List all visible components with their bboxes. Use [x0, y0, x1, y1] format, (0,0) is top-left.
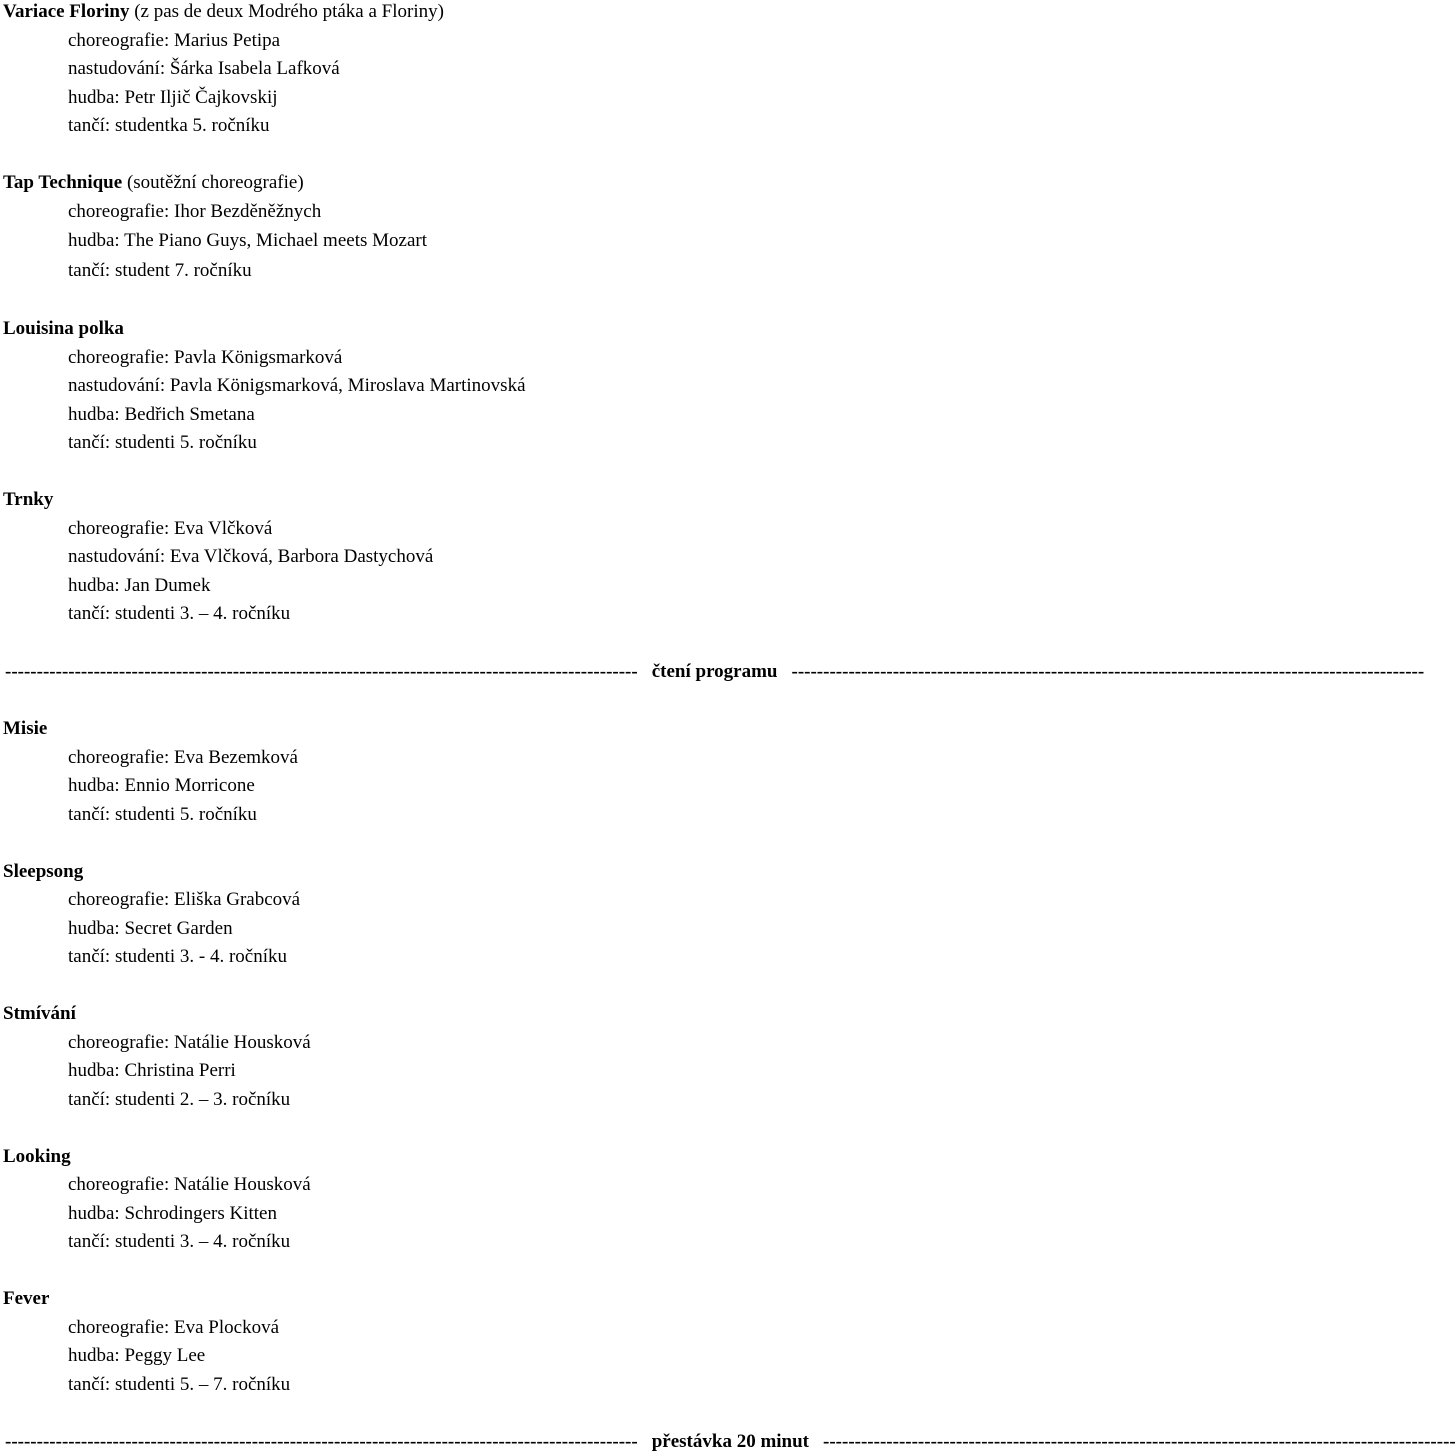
- choreography-line: choreografie: Marius Petipa: [68, 30, 281, 51]
- music-line: hudba: Jan Dumek: [68, 575, 211, 596]
- music-line: hudba: Petr Iljič Čajkovskij: [68, 87, 278, 108]
- item-title: Tap Technique (soutěžní choreografie): [3, 172, 304, 193]
- dancers-line: tančí: studentka 5. ročníku: [68, 115, 270, 136]
- dancers-line: tančí: student 7. ročníku: [68, 260, 252, 281]
- item-title: Sleepsong: [3, 861, 84, 882]
- rehearsal-line: nastudování: Eva Vlčková, Barbora Dastychová: [68, 546, 434, 567]
- choreography-line: choreografie: Natálie Housková: [68, 1174, 311, 1195]
- music-line: hudba: Ennio Morricone: [68, 775, 255, 796]
- music-line: hudba: Secret Garden: [68, 918, 233, 939]
- separator-dashes: ----------------------------------------------------------------------------------------------------: [5, 1431, 638, 1452]
- separator-dashes: ----------------------------------------------------------------------------------------------------: [823, 1431, 1456, 1452]
- section-separator: [5, 661, 1425, 683]
- dancers-line: tančí: studenti 2. – 3. ročníku: [68, 1089, 291, 1110]
- item-title: Looking: [3, 1146, 71, 1167]
- music-line: hudba: Schrodingers Kitten: [68, 1203, 277, 1224]
- music-line: hudba: Peggy Lee: [68, 1345, 206, 1366]
- separator-label: přestávka 20 minut: [651, 1431, 810, 1452]
- choreography-line: choreografie: Natálie Housková: [68, 1032, 311, 1053]
- rehearsal-line: nastudování: Šárka Isabela Lafková: [68, 58, 340, 79]
- dancers-line: tančí: studenti 3. – 4. ročníku: [68, 603, 291, 624]
- item-title: Stmívání: [3, 1003, 76, 1024]
- section-separator: [5, 1431, 1456, 1453]
- item-title: Fever: [3, 1288, 50, 1309]
- item-title: Louisina polka: [3, 318, 124, 339]
- choreography-line: choreografie: Eva Bezemková: [68, 747, 298, 768]
- item-title: Trnky: [3, 489, 54, 510]
- separator-dashes: ----------------------------------------------------------------------------------------------------: [5, 661, 638, 682]
- choreography-line: choreografie: Eliška Grabcová: [68, 889, 301, 910]
- dancers-line: tančí: studenti 5. ročníku: [68, 804, 257, 825]
- music-line: hudba: The Piano Guys, Michael meets Mozart: [68, 230, 427, 251]
- rehearsal-line: nastudování: Pavla Königsmarková, Miroslava Martinovská: [68, 375, 526, 396]
- dancers-line: tančí: studenti 5. ročníku: [68, 432, 257, 453]
- choreography-line: choreografie: Pavla Königsmarková: [68, 347, 343, 368]
- dancers-line: tančí: studenti 5. – 7. ročníku: [68, 1374, 291, 1395]
- choreography-line: choreografie: Ihor Bezděněžnych: [68, 201, 322, 222]
- item-title: Misie: [3, 718, 48, 739]
- separator-dashes: ----------------------------------------------------------------------------------------------------: [791, 661, 1425, 682]
- music-line: hudba: Christina Perri: [68, 1060, 236, 1081]
- choreography-line: choreografie: Eva Vlčková: [68, 518, 273, 539]
- music-line: hudba: Bedřich Smetana: [68, 404, 255, 425]
- separator-label: čtení programu: [651, 661, 778, 682]
- dancers-line: tančí: studenti 3. – 4. ročníku: [68, 1231, 291, 1252]
- choreography-line: choreografie: Eva Plocková: [68, 1317, 280, 1338]
- item-title: Variace Floriny (z pas de deux Modrého ptáka a Floriny): [3, 1, 444, 22]
- dancers-line: tančí: studenti 3. - 4. ročníku: [68, 946, 287, 967]
